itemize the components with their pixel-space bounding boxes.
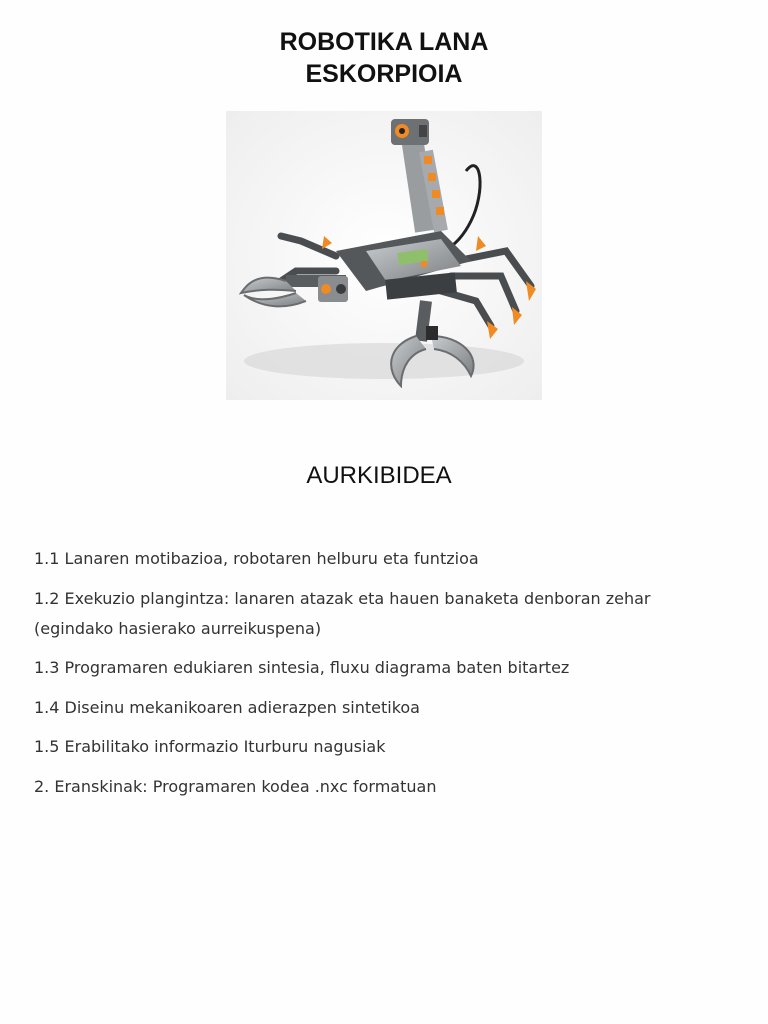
toc-item: 2. Eranskinak: Programaren kodea .nxc formatuan <box>34 776 437 796</box>
toc-item: 1.5 Erabilitako informazio Iturburu nagusiak <box>34 737 386 756</box>
toc-item: 1.1 Lanaren motibazioa, robotaren helburu eta funtzioa <box>34 549 479 568</box>
page-title <box>0 26 768 90</box>
toc-item: 1.3 Programaren edukiaren sintesia, fluxu diagrama baten bitartez <box>34 658 570 677</box>
title-line-2: ESKORPIOIA <box>305 60 463 88</box>
toc-heading: AURKIBIDEA <box>306 462 452 489</box>
toc-item: 1.2 Exekuzio plangintza: lanaren atazak eta hauen banaketa denboran zehar (egindako hasierako aurreikuspena) <box>34 588 651 638</box>
title-line-1: ROBOTIKA LANA <box>279 28 489 56</box>
toc-item: 1.4 Diseinu mekanikoaren adierazpen sintetikoa <box>34 697 420 717</box>
table-of-contents <box>34 544 694 811</box>
robot-scorpion-image <box>226 111 542 400</box>
robot-scorpion-icon <box>226 111 542 400</box>
